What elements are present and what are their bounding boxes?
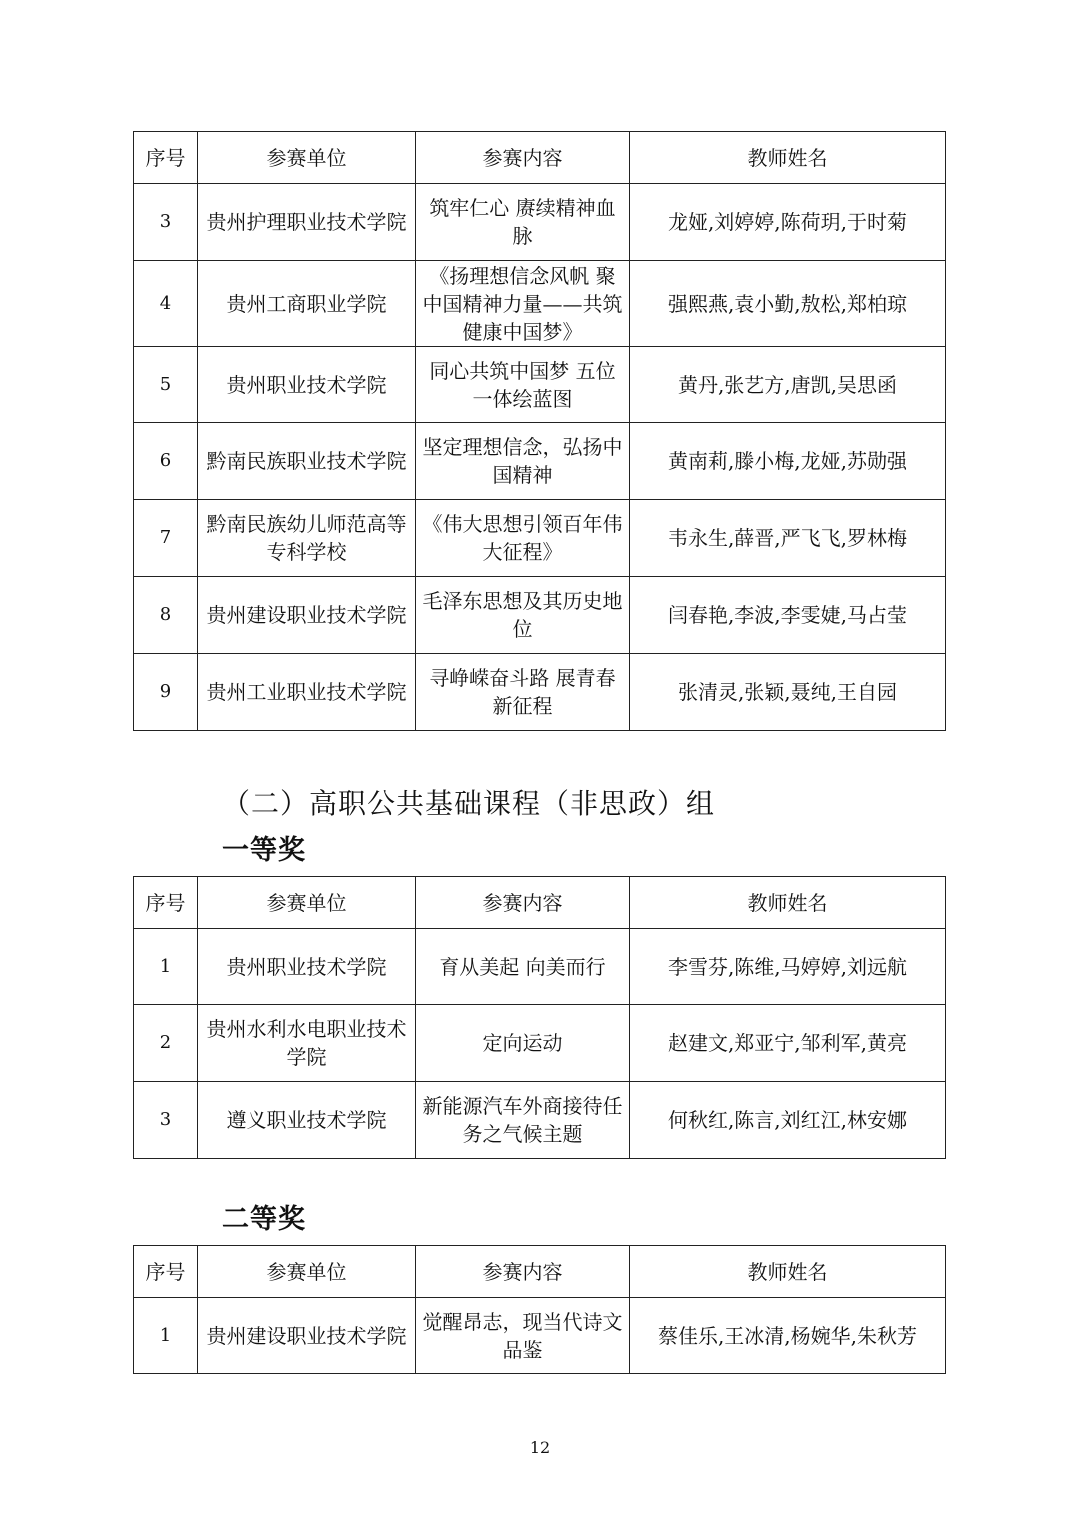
row-unit: 贵州职业技术学院 (198, 347, 416, 423)
row-teachers: 赵建文,郑亚宁,邹利军,黄亮 (630, 1005, 946, 1082)
table-row (134, 654, 946, 731)
row-unit: 黔南民族职业技术学院 (198, 423, 416, 500)
table-row (134, 500, 946, 577)
second-prize-heading: 二等奖 (222, 1204, 306, 1235)
row-content: 新能源汽车外商接待任务之气候主题 (416, 1082, 630, 1159)
award-table-1 (133, 131, 946, 731)
row-teachers: 韦永生,薛晋,严飞飞,罗林梅 (630, 500, 946, 577)
row-content: 定向运动 (416, 1005, 630, 1082)
row-content: 觉醒昂志，现当代诗文品鉴 (416, 1298, 630, 1374)
table-row (134, 261, 946, 347)
table-header-row (134, 877, 946, 929)
col-header-unit: 参赛单位 (198, 1246, 416, 1298)
table-header-row (134, 1246, 946, 1298)
first-prize-heading: 一等奖 (222, 835, 306, 866)
row-unit: 贵州水利水电职业技术学院 (198, 1005, 416, 1082)
row-unit: 黔南民族幼儿师范高等专科学校 (198, 500, 416, 577)
row-teachers: 强熙燕,袁小勤,敖松,郑柏琼 (630, 261, 946, 347)
page-number: 12 (529, 1438, 551, 1457)
table-row (134, 423, 946, 500)
row-number: 1 (134, 929, 198, 1005)
col-header-unit: 参赛单位 (198, 877, 416, 929)
row-number: 6 (134, 423, 198, 500)
row-content: 育从美起 向美而行 (416, 929, 630, 1005)
row-teachers: 蔡佳乐,王冰清,杨婉华,朱秋芳 (630, 1298, 946, 1374)
row-unit: 贵州职业技术学院 (198, 929, 416, 1005)
table-header-row (134, 132, 946, 184)
section-title: （二）高职公共基础课程（非思政）组 (222, 787, 716, 820)
row-number: 9 (134, 654, 198, 731)
row-teachers: 何秋红,陈言,刘红江,林安娜 (630, 1082, 946, 1159)
award-table-2 (133, 876, 946, 1159)
row-teachers: 龙娅,刘婷婷,陈荷玥,于时菊 (630, 184, 946, 261)
col-header-teachers: 教师姓名 (630, 132, 946, 184)
row-teachers: 黄丹,张艺方,唐凯,吴思函 (630, 347, 946, 423)
row-unit: 贵州护理职业技术学院 (198, 184, 416, 261)
row-number: 3 (134, 1082, 198, 1159)
award-table-3 (133, 1245, 946, 1374)
col-header-unit: 参赛单位 (198, 132, 416, 184)
table-row (134, 1298, 946, 1374)
row-teachers: 闫春艳,李波,李雯婕,马占莹 (630, 577, 946, 654)
row-number: 1 (134, 1298, 198, 1374)
row-content: 筑牢仁心 赓续精神血脉 (416, 184, 630, 261)
row-number: 5 (134, 347, 198, 423)
row-unit: 贵州工业职业技术学院 (198, 654, 416, 731)
row-content: 毛泽东思想及其历史地位 (416, 577, 630, 654)
col-header-number: 序号 (134, 1246, 198, 1298)
row-content: 《扬理想信念风帆 聚中国精神力量——共筑健康中国梦》 (416, 261, 630, 347)
col-header-number: 序号 (134, 132, 198, 184)
row-teachers: 张清灵,张颖,聂纯,王自园 (630, 654, 946, 731)
col-header-teachers: 教师姓名 (630, 877, 946, 929)
row-number: 2 (134, 1005, 198, 1082)
row-content: 坚定理想信念，弘扬中国精神 (416, 423, 630, 500)
table-row (134, 347, 946, 423)
table-row (134, 929, 946, 1005)
col-header-content: 参赛内容 (416, 1246, 630, 1298)
row-unit: 贵州建设职业技术学院 (198, 1298, 416, 1374)
col-header-content: 参赛内容 (416, 877, 630, 929)
row-unit: 贵州建设职业技术学院 (198, 577, 416, 654)
row-unit: 遵义职业技术学院 (198, 1082, 416, 1159)
row-teachers: 黄南莉,滕小梅,龙娅,苏勋强 (630, 423, 946, 500)
table-row (134, 577, 946, 654)
table-row (134, 1082, 946, 1159)
col-header-teachers: 教师姓名 (630, 1246, 946, 1298)
col-header-content: 参赛内容 (416, 132, 630, 184)
table-row (134, 1005, 946, 1082)
row-unit: 贵州工商职业学院 (198, 261, 416, 347)
row-content: 寻峥嵘奋斗路 展青春新征程 (416, 654, 630, 731)
table-row (134, 184, 946, 261)
row-number: 8 (134, 577, 198, 654)
row-teachers: 李雪芬,陈维,马婷婷,刘远航 (630, 929, 946, 1005)
col-header-number: 序号 (134, 877, 198, 929)
row-number: 4 (134, 261, 198, 347)
row-content: 同心共筑中国梦 五位一体绘蓝图 (416, 347, 630, 423)
row-content: 《伟大思想引领百年伟大征程》 (416, 500, 630, 577)
row-number: 7 (134, 500, 198, 577)
row-number: 3 (134, 184, 198, 261)
